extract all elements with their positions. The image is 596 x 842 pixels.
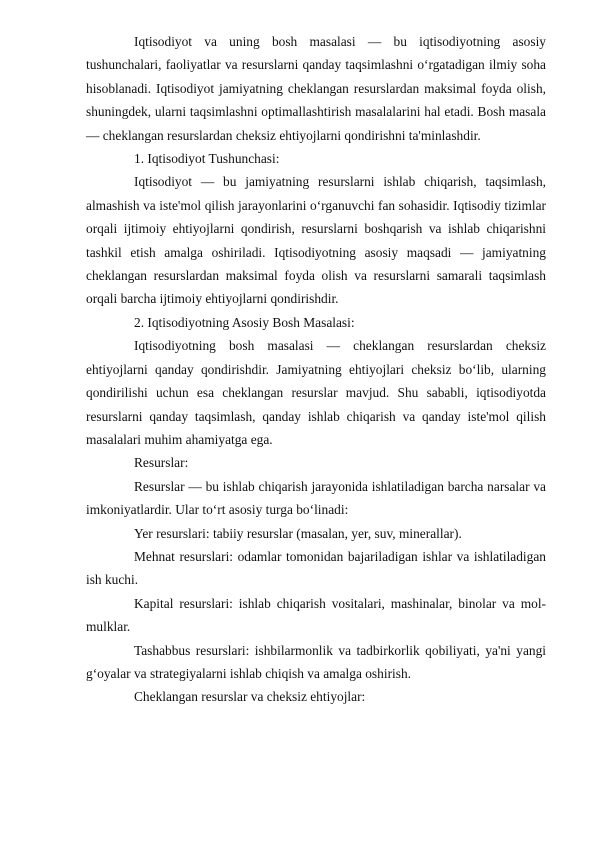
limited-resources-heading: Cheklangan resurslar va cheksiz ehtiyojlar: — [134, 689, 366, 705]
land-resources-item: Yer resurslari: tabiiy resurslar (masalan, yer, suv, minerallar). — [134, 525, 462, 541]
resources-heading: Resurslar: — [134, 455, 189, 471]
intro-paragraph: Iqtisodiyot va uning bosh masalasi — bu iqtisodiyotning asosiy tushunchalari, faoliyatlar va resurslarni qanday taqsimlashni oʻrgatadigan ilmiy soha hisoblanadi. Iqtisodiyot jamiyatning cheklangan resurslardan maksimal foyda olish, shuningdek, ularni taqsimlashni optimallashtirish masalalarini hal etadi. Bosh masala — cheklangan resurslardan cheksiz ehtiyojlarni qondirishni ta'minlashdir. — [86, 34, 546, 143]
section-heading-main-problem: 2. Iqtisodiyotning Asosiy Bosh Masalasi: — [134, 314, 355, 330]
economy-concept-paragraph: Iqtisodiyot — bu jamiyatning resurslarni ishlab chiqarish, taqsimlash, almashish va iste'mol qilish jarayonlarini oʻrganuvchi fan sohasidir. Iqtisodiy tizimlar orqali ijtimoiy ehtiyojlarni qondirish, resurslarni boshqarish va ishlab chiqarishni tashkil etish amalga oshiriladi. Iqtisodiyotning asosiy maqsadi — jamiyatning cheklangan resurslardan maksimal foyda olish va resurslarni samarali taqsimlash orqali barcha ijtimoiy ehtiyojlarni qondirishdir. — [86, 174, 546, 307]
document-page — [86, 30, 546, 709]
section-heading-economy-concept: 1. Iqtisodiyot Tushunchasi: — [134, 151, 280, 167]
labor-resources-item: Mehnat resurslari: odamlar tomonidan bajariladigan ishlar va ishlatiladigan ish kuchi. — [86, 548, 546, 588]
entrepreneurship-resources-item: Tashabbus resurslari: ishbilarmonlik va tadbirkorlik qobiliyati, ya'ni yangi gʻoyalar va strategiyalarni ishlab chiqish va amalga oshirish. — [86, 642, 546, 681]
capital-resources-item: Kapital resurslari: ishlab chiqarish vositalari, mashinalar, binolar va mol-mulklar. — [86, 595, 546, 635]
main-problem-paragraph: Iqtisodiyotning bosh masalasi — cheklangan resurslardan cheksiz ehtiyojlarni qanday qondirishdir. Jamiyatning ehtiyojlari cheksiz boʻlib, ularning qondirilishi uchun esa cheklangan resurslar mavjud. Shu sababli, iqtisodiyotda resurslarni qanday taqsimlash, qanday ishlab chiqarish va qanday iste'mol qilish masalalari muhim ahamiyatga ega. — [86, 338, 546, 447]
resources-definition-paragraph: Resurslar — bu ishlab chiqarish jarayonida ishlatiladigan barcha narsalar va imkoniyatlardir. Ular toʻrt asosiy turga boʻlinadi: — [86, 478, 546, 518]
